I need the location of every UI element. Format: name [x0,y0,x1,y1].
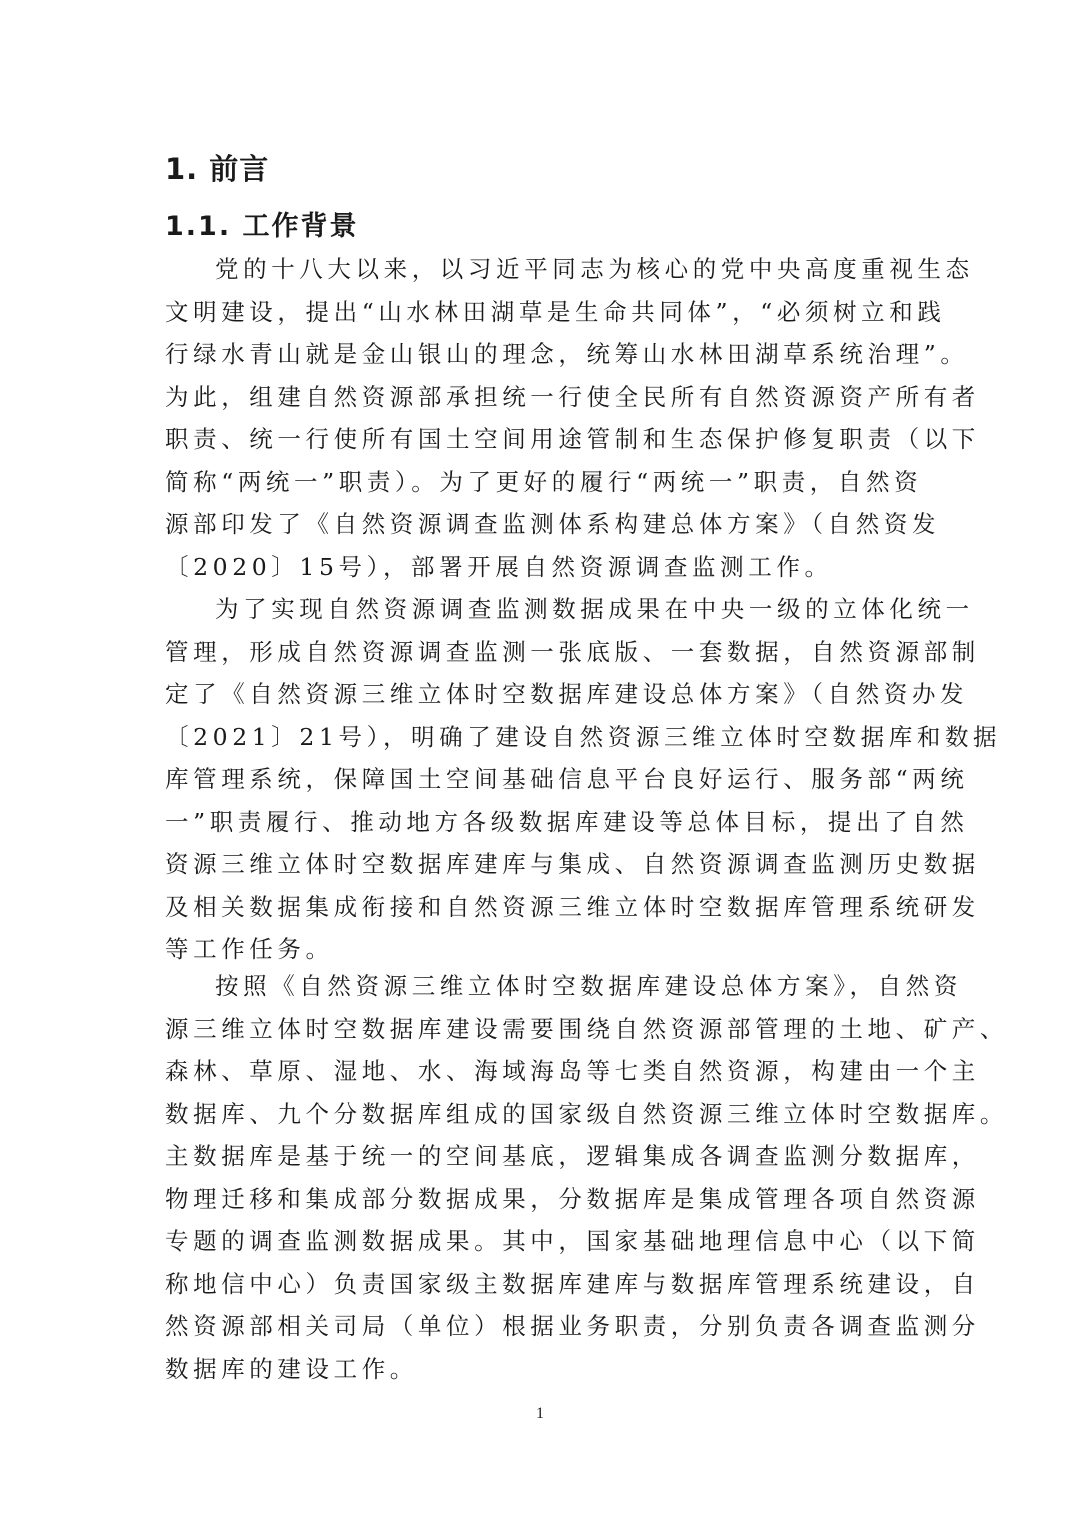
subsection-heading: 1.1. 工作背景 [165,211,359,242]
text-line: 行绿水青山就是金山银山的理念，统筹山水林田湖草系统治理”。 [165,340,969,368]
text-line: 按照《自然资源三维立体时空数据库建设总体方案》，自然资 [215,972,962,1000]
text-line: 源部印发了《自然资源调查监测体系构建总体方案》（自然资发 [165,510,941,538]
text-line: 文明建设，提出“山水林田湖草是生命共同体”，“必须树立和践 [165,297,946,326]
text-line: 资源三维立体时空数据库建库与集成、自然资源调查监测历史数据 [165,850,980,878]
text-line: 为此，组建自然资源部承担统一行使全民所有自然资源资产所有者 [165,382,980,411]
text-line: 定了《自然资源三维立体时空数据库建设总体方案》（自然资办发 [165,680,969,708]
text-line: 〔2020〕15号），部署开展自然资源调查监测工作。 [165,552,833,581]
paragraph-2 [165,588,1002,971]
text-line: 然资源部相关司局（单位）根据业务职责，分别负责各调查监测分 [165,1312,980,1340]
page-number: 1 [536,1405,544,1422]
text-line: 管理，形成自然资源调查监测一张底版、一套数据，自然资源部制 [165,637,980,666]
text-line: 源三维立体时空数据库建设需要围绕自然资源部管理的土地、矿产、 [165,1014,1008,1043]
text-line: 及相关数据集成衔接和自然资源三维立体时空数据库管理系统研发 [165,892,980,921]
text-line: 物理迁移和集成部分数据成果，分数据库是集成管理各项自然资源 [165,1184,980,1213]
text-line: 专题的调查监测数据成果。其中，国家基础地理信息中心（以下简 [165,1227,980,1255]
text-line: 库管理系统，保障国土空间基础信息平台良好运行、服务部“两统 [165,765,969,793]
text-line: 称地信中心）负责国家级主数据库建库与数据库管理系统建设，自 [165,1269,980,1298]
text-line: 等工作任务。 [165,935,334,963]
text-line: 数据库、九个分数据库组成的国家级自然资源三维立体时空数据库。 [165,1099,1008,1128]
text-line: 简称“两统一”职责）。为了更好的履行“两统一”职责，自然资 [165,467,923,496]
text-line: 为了实现自然资源调查监测数据成果在中央一级的立体化统一 [215,595,974,623]
text-line: 〔2021〕21号），明确了建设自然资源三维立体时空数据库和数据 [165,722,1002,751]
text-line: 职责、统一行使所有国土空间用途管制和生态保护修复职责（以下 [165,425,980,453]
text-line: 一”职责履行、推动地方各级数据库建设等总体目标，提出了自然 [165,807,969,836]
section-heading: 1. 前言 [165,152,270,186]
paragraph-3 [165,965,1008,1390]
text-line: 森林、草原、湿地、水、海域海岛等七类自然资源，构建由一个主 [165,1057,980,1085]
text-line: 主数据库是基于统一的空间基底，逻辑集成各调查监测分数据库， [165,1142,980,1170]
text-line: 数据库的建设工作。 [165,1354,418,1383]
text-line: 党的十八大以来，以习近平同志为核心的党中央高度重视生态 [215,255,974,283]
paragraph-1 [165,248,980,588]
